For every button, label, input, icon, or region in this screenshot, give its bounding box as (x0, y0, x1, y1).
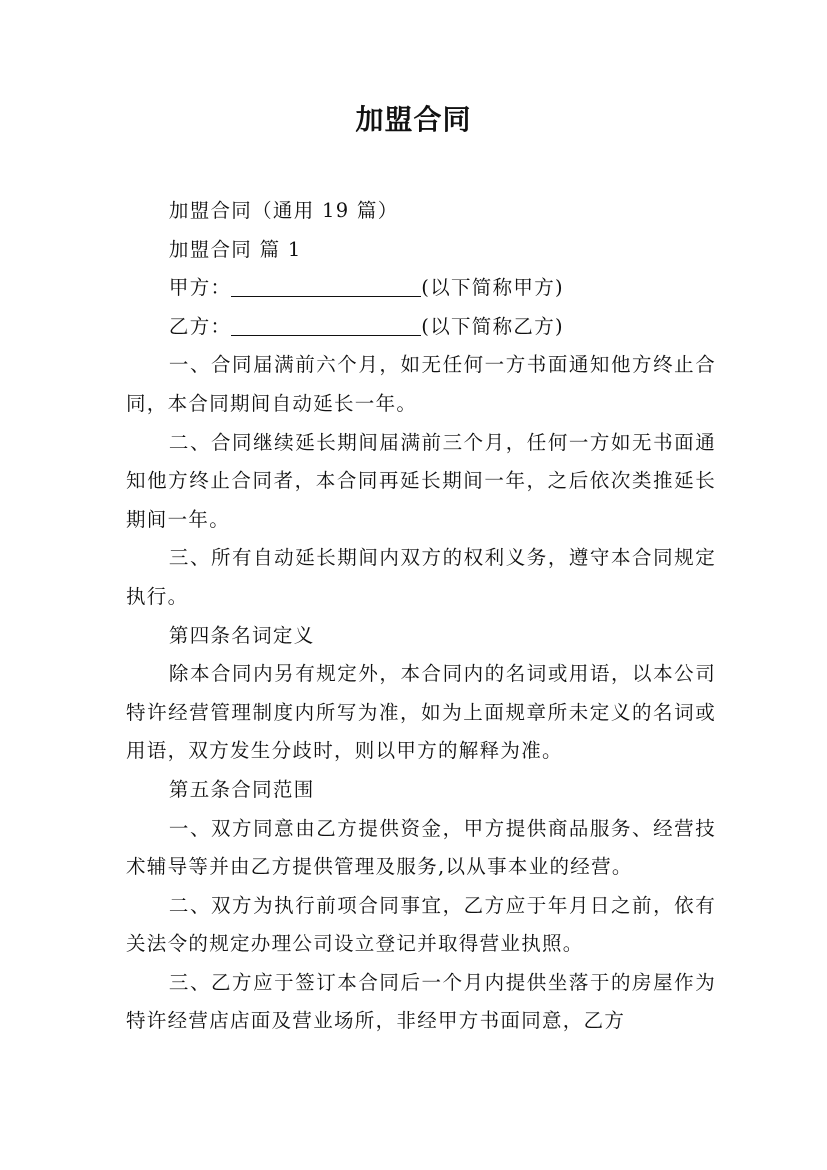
article-4-heading: 第四条名词定义 (168, 623, 315, 647)
section-heading: 加盟合同 篇 1 (168, 237, 302, 261)
party-b-label: 乙方： (168, 314, 232, 338)
paragraph-1: 一、合同届满前六个月，如无任何一方书面通知他方终止合同，本合同期间自动延长一年。 (126, 353, 716, 415)
paragraph-6: 二、双方为执行前项合同事宜，乙方应于年月日之前，依有关法令的规定办理公司设立登记并取得营业执照。 (126, 893, 716, 956)
paragraph-4: 除本合同内另有规定外，本合同内的名词或用语，以本公司特许经营管理制度内所写为准，如为上面规章所未定义的名词或用语，双方发生分歧时，则以甲方的解释为准。 (126, 662, 716, 763)
party-b-blank (231, 313, 421, 336)
paragraph-2: 二、合同继续延长期间届满前三个月，任何一方如无书面通知他方终止合同者，本合同再延长期间一年，之后依次类推延长期间一年。 (126, 430, 716, 531)
party-b-line (126, 308, 716, 347)
party-a-line (126, 269, 716, 308)
party-a-suffix: (以下简称甲方) (421, 276, 564, 300)
party-a-label: 甲方： (168, 276, 232, 300)
party-a-blank (231, 274, 421, 297)
document-body (126, 192, 716, 1041)
document-title: 加盟合同 (355, 103, 472, 136)
paragraph-3: 三、所有自动延长期间内双方的权利义务，遵守本合同规定执行。 (126, 546, 716, 608)
document-subtitle: 加盟合同（通用 19 篇） (168, 199, 399, 222)
paragraph-7: 三、乙方应于签订本合同后一个月内提供坐落于的房屋作为特许经营店店面及营业场所，非经甲方书面同意，乙方 (126, 970, 716, 1033)
party-b-suffix: (以下简称乙方) (421, 314, 564, 338)
article-5-heading: 第五条合同范围 (168, 777, 315, 801)
paragraph-5: 一、双方同意由乙方提供资金，甲方提供商品服务、经营技术辅导等并由乙方提供管理及服务,以从事本业的经营。 (126, 816, 716, 879)
